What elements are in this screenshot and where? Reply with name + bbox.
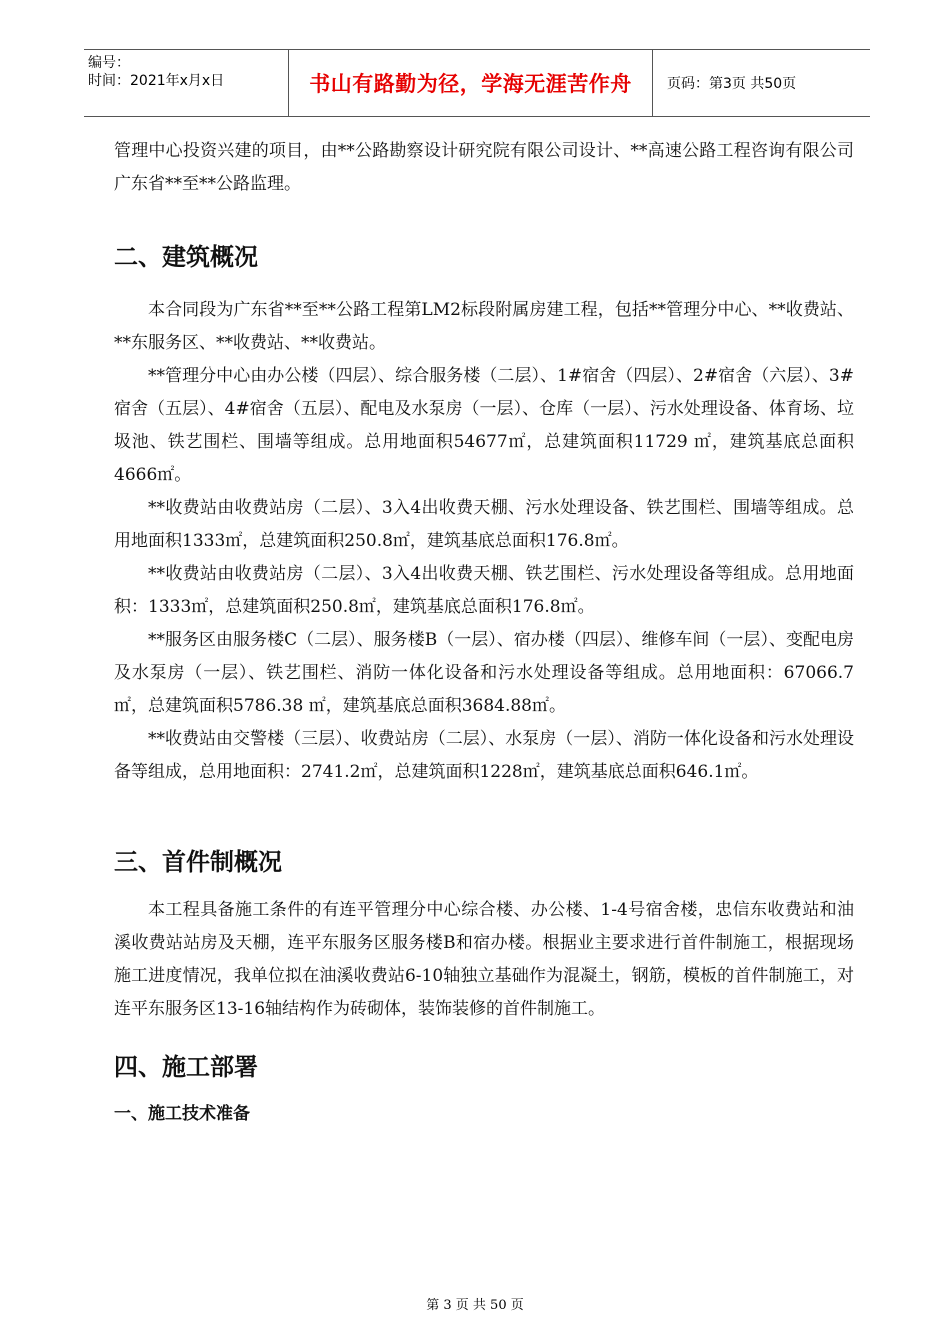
header-motto: 书山有路勤为径，学海无涯苦作舟 (288, 50, 653, 116)
header-meta (84, 50, 288, 116)
section-2-paragraph: **收费站由收费站房（二层）、3入4出收费天棚、铁艺围栏、污水处理设备等组成。总用地面积：1333㎡，总建筑面积250.8㎡，建筑基底总面积176.8㎡。 (114, 564, 854, 617)
intro-paragraph: 管理中心投资兴建的项目，由**公路勘察设计研究院有限公司设计、**高速公路工程咨询有限公司广东省**至**公路监理。 (114, 141, 854, 194)
section-2-heading: 二、建筑概况 (114, 243, 258, 271)
section-3-paragraph: 本工程具备施工条件的有连平管理分中心综合楼、办公楼、1-4号宿舍楼，忠信东收费站和油溪收费站站房及天棚，连平东服务区服务楼B和宿办楼。根据业主要求进行首件制施工，根据现场施工进度情况，我单位拟在油溪收费站6-10轴独立基础作为混凝土，钢筋，模板的首件制施工，对连平东服务区13-16轴结构作为砖砌体，装饰装修的首件制施工。 (114, 900, 854, 1019)
section-2-paragraph: **收费站由交警楼（三层）、收费站房（二层）、水泵房（一层）、消防一体化设备和污水处理设备等组成，总用地面积：2741.2㎡，总建筑面积1228㎡，建筑基底总面积646.1㎡。 (114, 729, 854, 782)
section-2-paragraph: **服务区由服务楼C（二层）、服务楼B（一层）、宿办楼（四层）、维修车间（一层）、变配电房及水泵房（一层）、铁艺围栏、消防一体化设备和污水处理设备等组成。总用地面积：67066.7 ㎡，总建筑面积5786.38 ㎡，建筑基底总面积3684.88㎡。 (114, 630, 854, 716)
section-2-paragraph: **管理分中心由办公楼（四层）、综合服务楼（二层）、1#宿舍（四层）、2#宿舍（六层）、3#宿舍（五层）、4#宿舍（五层）、配电及水泵房（一层）、仓库（一层）、污水处理设备、体育场、垃圾池、铁艺围栏、围墙等组成。总用地面积54677㎡，总建筑面积11729 ㎡，建筑基底总面积4666㎡。 (114, 366, 854, 485)
document-time-label: 时间：2021年x月x日 (88, 73, 225, 89)
document-body (114, 135, 854, 1126)
page-header (84, 49, 870, 117)
section-3-heading: 三、首件制概况 (114, 848, 282, 876)
section-4-heading: 四、施工部署 (114, 1053, 258, 1081)
page-footer: 第 3 页 共 50 页 (426, 1298, 524, 1313)
document-number-label: 编号： (88, 55, 130, 71)
section-2-paragraph: 本合同段为广东省**至**公路工程第LM2标段附属房建工程，包括**管理分中心、**收费站、**东服务区、**收费站、**收费站。 (114, 300, 854, 353)
section-2-paragraph: **收费站由收费站房（二层）、3入4出收费天棚、污水处理设备、铁艺围栏、围墙等组成。总用地面积1333㎡，总建筑面积250.8㎡，建筑基底总面积176.8㎡。 (114, 498, 854, 551)
section-4-subheading: 一、施工技术准备 (114, 1104, 250, 1124)
header-page-number: 页码：第3页 共50页 (667, 76, 797, 92)
